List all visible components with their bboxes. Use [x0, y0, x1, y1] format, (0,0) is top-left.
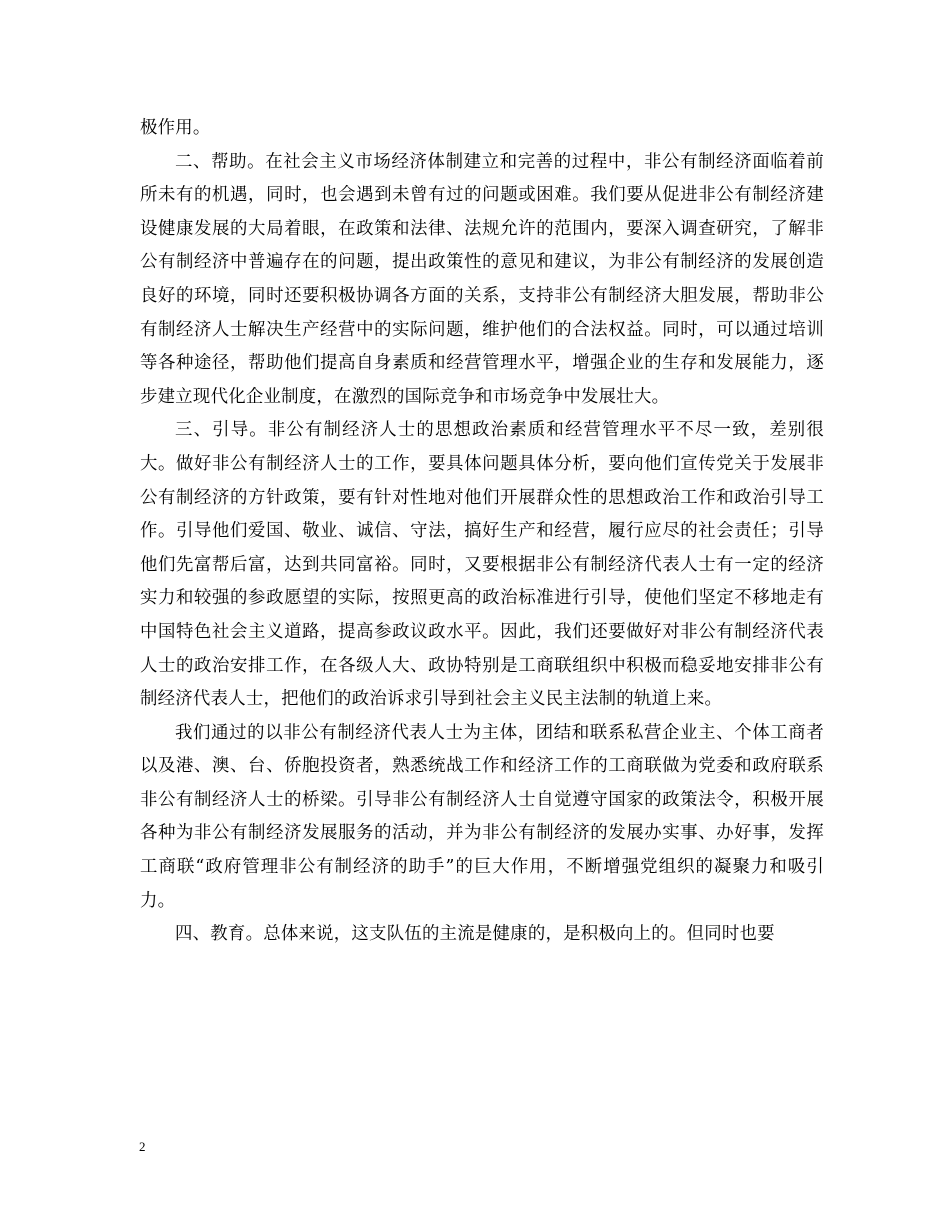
paragraph-help: 二、帮助。在社会主义市场经济体制建立和完善的过程中，非公有制经济面临着前所未有的机遇，同时，也会遇到未曾有过的问题或困难。我们要从促进非公有制经济建设健康发展的大局着眼，在政策和法律、法规允许的范围内，要深入调查研究，了解非公有制经济中普遍存在的问题，提出政策性的意见和建议，为非公有制经济的发展创造良好的环境，同时还要积极协调各方面的关系，支持非公有制经济大胆发展，帮助非公有制经济人士解决生产经营中的实际问题，维护他们的合法权益。同时，可以通过培训等各种途径，帮助他们提高自身素质和经营管理水平，增强企业的生存和发展能力，逐步建立现代化企业制度，在激烈的国际竞争和市场竞争中发展壮大。	[140, 151, 824, 407]
paragraph-continuation: 极作用。	[140, 118, 211, 138]
paragraph-education: 四、教育。总体来说，这支队伍的主流是健康的，是积极向上的。但同时也要	[175, 924, 775, 945]
body-text	[140, 112, 824, 952]
paragraph-federation: 我们通过的以非公有制经济代表人士为主体，团结和联系私营企业主、个体工商者以及港、澳、台、侨胞投资者，熟悉统战工作和经济工作的工商联做为党委和政府联系非公有制经济人士的桥梁。引导非公有制经济人士自觉遵守国家的政策法令，积极开展各种为非公有制经济发展服务的活动，并为非公有制经济的发展办实事、办好事，发挥工商联“政府管理非公有制经济的助手”的巨大作用，不断增强党组织的凝聚力和吸引力。	[140, 722, 824, 911]
page-number: 2	[139, 1139, 146, 1154]
paragraph-guidance: 三、引导。非公有制经济人士的思想政治素质和经营管理水平不尽一致，差别很大。做好非公有制经济人士的工作，要具体问题具体分析，要向他们宣传党关于发展非公有制经济的方针政策，要有针对性地对他们开展群众性的思想政治工作和政治引导工作。引导他们爱国、敬业、诚信、守法，搞好生产和经营，履行应尽的社会责任；引导他们先富帮后富，达到共同富裕。同时，又要根据非公有制经济代表人士有一定的经济实力和较强的参政愿望的实际，按照更高的政治标准进行引导，使他们坚定不移地走有中国特色社会主义道路，提高参政议政水平。因此，我们还要做好对非公有制经济代表人士的政治安排工作，在各级人大、政协特别是工商联组织中积极而稳妥地安排非公有制经济代表人士，把他们的政治诉求引导到社会主义民主法制的轨道上来。	[140, 420, 824, 710]
